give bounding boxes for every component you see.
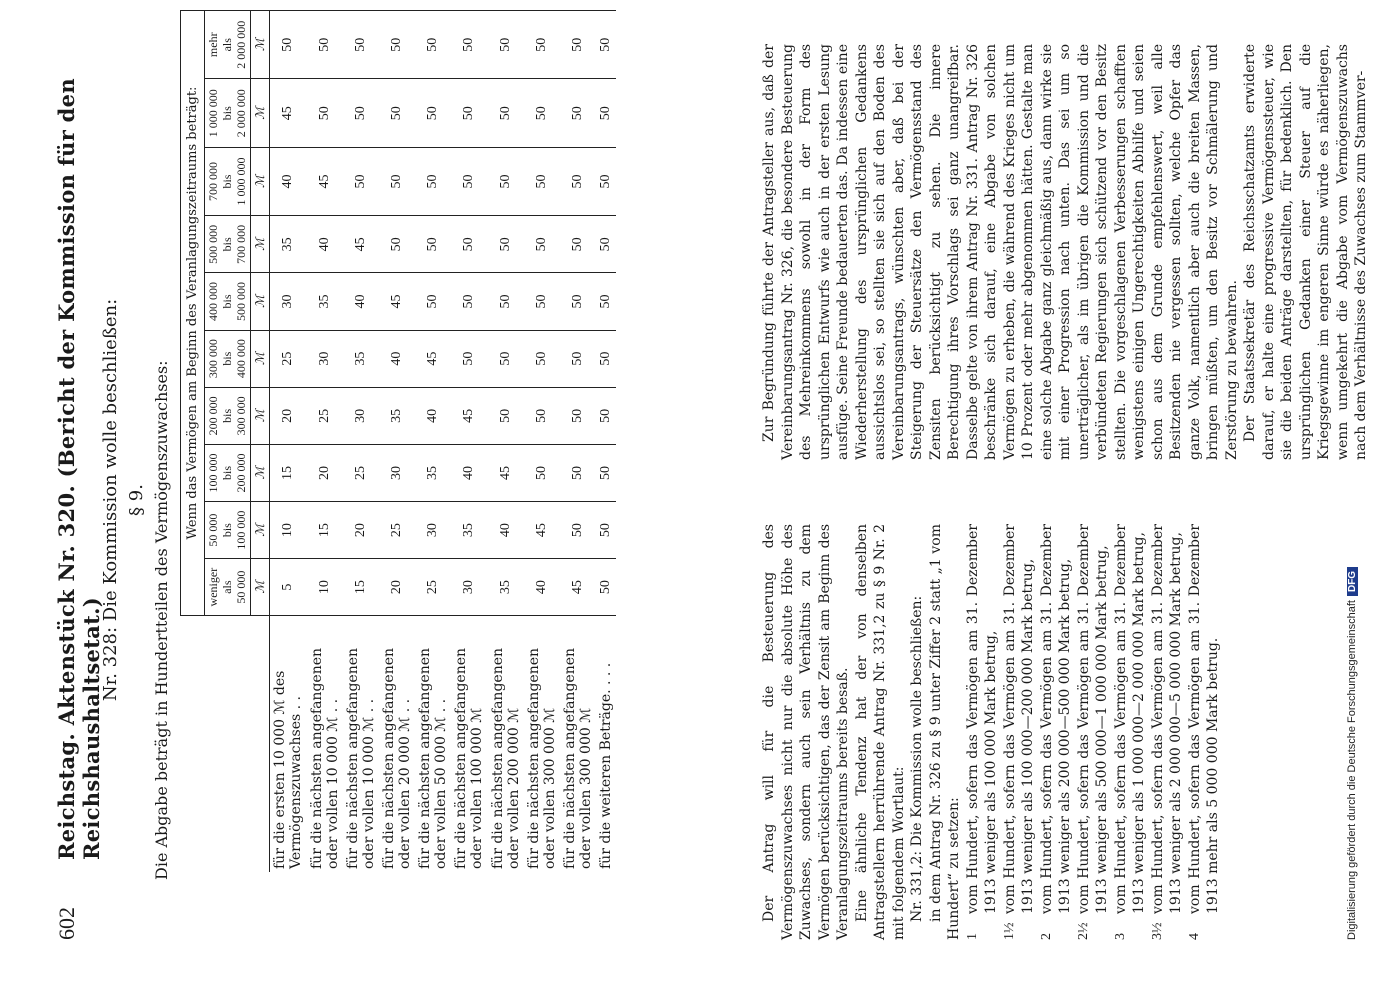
item-text: vom Hundert, sofern das Vermögen am 31. Dezember 1913 weniger als 100 000—200 000 Mark betrug,: [1001, 524, 1036, 914]
rate-cell: 20: [343, 502, 379, 559]
rate-cell: 35: [270, 216, 307, 273]
rate-cell: 50: [560, 387, 596, 444]
table-row: [524, 11, 560, 873]
rate-cell: 50: [596, 387, 616, 444]
dfg-logo: DFG: [1347, 567, 1358, 596]
rate-cell: 50: [343, 79, 379, 147]
column-header-line: 2 000 000: [233, 20, 248, 69]
item-text: vom Hundert, sofern das Vermögen am 31. Dezember 1913 weniger als 100 000 Mark betrug,: [964, 524, 999, 914]
right-paragraph-1: Zur Begründung führte der Antragsteller aus, daß der Vereinbarungsantrag Nr. 326, die besondere Besteuerung des Mehreinkommens sowohl in der Form des ursprünglichen Entwurfs wie auch in der ersten Lesung ausfüge. Seine Freunde bedauerten das. Da indessen eine Wiederherstellung des ursprünglichen Gedankens aussichtslos sei, so stellten sie sich auf den Boden des Vereinbarungsantrags, wünschten aber, daß bei der Steigerung der Steuersätze den Vermögensstand des Zensiten berücksichtigt zu sehen. Die innere Berechtigung ihres Vorschlags sei ganz unangreifbar. Dasselbe gelte von ihrem Antrag Nr. 331. Antrag Nr. 326 beschränke sich darauf, eine Abgabe von solchen Vermögen zu erheben, die während des Krieges nicht um 10 Prozent oder mehr abgenommen hätten. Gestalte man eine solche Abgabe ganz gleichmäßig aus, dann wirke sie mit einer Progression nach unten. Das sei um so unerträglicher, als im übrigen die Kommission und die verbündeten Regierungen sich schützend vor den Besitz stellten. Die vorgeschlagenen Verbesserungen schafften wenigstens einigen Ungerechtigkeiten Abhilfe und seien schon aus dem Grunde empfehlenswert, weil alle Besitzenden nie vergessen sollten, welche Opfer das ganze Volk, namentlich aber auch die breiten Massen, bringen müßten, um den Besitz vor Schmälerung und Zerstörung zu bewahren.: [761, 44, 1240, 460]
rate-cell: 50: [415, 79, 451, 147]
rate-cell: 50: [379, 147, 415, 215]
rate-cell: 10: [307, 559, 343, 616]
column-header-line: 1 000 000: [206, 89, 220, 138]
rate-cell: 20: [379, 559, 415, 616]
rate-cell: 50: [488, 79, 524, 147]
rate-cell: 45: [488, 444, 524, 501]
list-item: [1038, 524, 1075, 940]
rate-cell: 50: [524, 147, 560, 215]
unit-cell: ℳ: [251, 330, 270, 387]
rate-cell: 40: [379, 330, 415, 387]
row-label: für die ersten 10 000 ℳ des Vermögenszuwachses . .: [270, 616, 307, 873]
column-header-9: [205, 11, 251, 80]
rate-cell: 50: [524, 216, 560, 273]
row-label: für die nächsten angefangenen oder vollen 20 000 ℳ . .: [379, 616, 415, 873]
rate-cell: 50: [560, 11, 596, 80]
column-header-line: 50 000: [206, 513, 220, 547]
table-body: [270, 11, 616, 873]
column-header-line: 1 000 000: [233, 157, 248, 206]
rate-cell: 40: [307, 216, 343, 273]
rate-cell: 50: [524, 79, 560, 147]
rate-cell: 45: [379, 273, 415, 330]
resolution-heading: Nr. 328: Die Kommission wolle beschließen:: [100, 298, 121, 702]
column-header-line: 200 000: [233, 453, 248, 493]
rate-cell: 10: [270, 502, 307, 559]
rate-cell: 50: [596, 273, 616, 330]
column-header-0: [205, 559, 251, 616]
column-header-line: 700 000: [233, 224, 248, 264]
rate-cell: 50: [596, 502, 616, 559]
rate-cell: 50: [524, 273, 560, 330]
rate-cell: 50: [451, 147, 487, 215]
rate-cell: 50: [415, 273, 451, 330]
table-corner: [181, 616, 270, 873]
item-text: vom Hundert, sofern das Vermögen am 31. Dezember 1913 weniger als 1 000 000—2 000 000 Mark betrug,: [1112, 524, 1147, 914]
rate-cell: 50: [560, 147, 596, 215]
rate-cell: 50: [415, 216, 451, 273]
right-text-column: [760, 44, 1371, 460]
item-number: 4: [1186, 933, 1202, 940]
table-row: [560, 11, 596, 873]
rate-cell: 50: [451, 79, 487, 147]
column-header-line: 100 000: [206, 453, 220, 493]
rate-cell: 35: [451, 502, 487, 559]
column-header-line: 400 000: [233, 339, 248, 379]
right-paragraph-2: Der Staatssekretär des Reichsschatzamts erwiderte darauf, er halte eine progressive Vermögenssteuer, wie sie die beiden Anträge darstellten, für bedenklich. Den ursprünglichen Gedanken einer Steuer auf die Kriegsgewinne im engeren Sinne würde es näherliegen, wenn umgekehrt die Abgabe vom Vermögenszuwachs nach dem Verhältnisse des Zuwachses zum Stammver-: [1242, 44, 1369, 460]
row-label: für die nächsten angefangenen oder vollen 300 000 ℳ: [560, 616, 596, 873]
rate-cell: 50: [451, 330, 487, 387]
rate-cell: 15: [343, 559, 379, 616]
item-number: 1½: [1001, 922, 1017, 940]
column-header-line: bis: [219, 351, 234, 366]
rate-cell: 35: [307, 273, 343, 330]
rate-cell: 50: [488, 11, 524, 80]
rate-cell: 50: [307, 11, 343, 80]
column-header-line: 300 000: [206, 339, 220, 379]
table-row: [451, 11, 487, 873]
column-header-4: [205, 330, 251, 387]
rate-cell: 30: [451, 559, 487, 616]
column-header-2: [205, 444, 251, 501]
rate-cell: 40: [451, 444, 487, 501]
left-paragraph-3: Nr. 331,2: Die Kommission wolle beschließen:: [909, 595, 925, 922]
table-row: [596, 11, 616, 873]
rate-cell: 35: [343, 330, 379, 387]
rate-cell: 5: [270, 559, 307, 616]
item-text: vom Hundert, sofern das Vermögen am 31. Dezember 1913 mehr als 5 000 000 Mark betrug.: [1186, 524, 1221, 914]
page-title: Reichstag. Aktenstück Nr. 320. (Bericht der Kommission für den Reichshaushaltsetat.): [54, 78, 104, 860]
rate-cell: 50: [451, 216, 487, 273]
unit-cell: ℳ: [251, 273, 270, 330]
column-header-3: [205, 387, 251, 444]
item-number: 1: [964, 933, 980, 940]
tax-rate-table: [180, 10, 616, 872]
rate-cell: 50: [307, 79, 343, 147]
left-paragraph-4: in dem Antrag Nr. 326 zu § 9 unter Ziffer 2 statt „1 vom Hundert“ zu setzen:: [927, 524, 962, 940]
rate-cell: 50: [524, 11, 560, 80]
unit-cell: ℳ: [251, 216, 270, 273]
credit-text: Digitalisierung gefördert durch die Deutsche Forschungsgemeinschaft: [1346, 600, 1358, 940]
row-label: für die nächsten angefangenen oder vollen 200 000 ℳ: [488, 616, 524, 873]
column-header-line: bis: [219, 174, 234, 189]
item-number: 2½: [1075, 922, 1091, 940]
list-item: [1149, 524, 1186, 940]
rate-cell: 45: [451, 387, 487, 444]
rate-cell: 50: [270, 11, 307, 80]
dfg-credit: [1346, 40, 1358, 940]
item-text: vom Hundert, sofern das Vermögen am 31. Dezember 1913 weniger als 200 000—500 000 Mark betrug,: [1038, 524, 1073, 914]
column-header-5: [205, 273, 251, 330]
unit-cell: ℳ: [251, 147, 270, 215]
rate-cell: 50: [596, 11, 616, 80]
rate-cell: 30: [379, 444, 415, 501]
column-header-8: [205, 79, 251, 147]
rate-cell: 15: [270, 444, 307, 501]
unit-cell: ℳ: [251, 79, 270, 147]
table-lead-text: Die Abgabe beträgt in Hundertteilen des Vermögenszuwachses:: [152, 360, 171, 880]
rate-cell: 25: [343, 444, 379, 501]
rate-cell: 45: [415, 330, 451, 387]
column-header-7: [205, 147, 251, 215]
rate-cell: 50: [379, 11, 415, 80]
rate-cell: 20: [270, 387, 307, 444]
rate-cell: 50: [560, 216, 596, 273]
rate-cell: 50: [524, 330, 560, 387]
rate-cell: 50: [488, 216, 524, 273]
rate-cell: 40: [343, 273, 379, 330]
list-item: [1075, 524, 1112, 940]
rate-cell: 50: [560, 444, 596, 501]
rate-cell: 45: [307, 147, 343, 215]
rate-cell: 50: [488, 273, 524, 330]
column-header-line: 500 000: [206, 224, 220, 264]
rate-cell: 15: [307, 502, 343, 559]
rate-cell: 50: [488, 330, 524, 387]
rate-cell: 40: [415, 387, 451, 444]
table-row: [379, 11, 415, 873]
left-paragraph-1: Der Antrag will für die Besteuerung des Vermögenszuwachses nicht nur die absolute Höhe des Zuwachses, sondern auch sein Verhältnis zu dem Vermögen berücksichtigen, das der Zensit am Beginn des Veranlagungszeitraums bereits besaß.: [761, 524, 851, 940]
rate-cell: 20: [307, 444, 343, 501]
list-item: [1186, 524, 1223, 940]
rate-cell: 50: [488, 147, 524, 215]
rate-cell: 50: [379, 216, 415, 273]
column-header-line: 400 000: [206, 281, 220, 321]
rate-cell: 45: [343, 216, 379, 273]
column-header-line: bis: [219, 106, 234, 121]
rate-cell: 50: [488, 387, 524, 444]
column-header-line: bis: [219, 294, 234, 309]
column-header-line: bis: [219, 408, 234, 423]
rate-cell: 45: [524, 502, 560, 559]
rate-cell: 50: [596, 79, 616, 147]
rate-cell: 45: [560, 559, 596, 616]
rate-cell: 50: [451, 11, 487, 80]
column-header-line: weniger: [206, 567, 220, 607]
item-number: 2: [1038, 933, 1054, 940]
column-header-line: 300 000: [233, 396, 248, 436]
row-label: für die nächsten angefangenen oder vollen 300 000 ℳ: [524, 616, 560, 873]
left-paragraph-2: Eine ähnliche Tendenz hat der von denselben Antragstellern herrührende Antrag Nr. 331,2 zu § 9 Nr. 2 mit folgendem Wortlaut:: [853, 524, 907, 940]
rate-cell: 30: [343, 387, 379, 444]
page-number: 602: [54, 907, 79, 940]
table-row: [307, 11, 343, 873]
rate-cell: 50: [596, 559, 616, 616]
rate-cell: 30: [415, 502, 451, 559]
column-header-line: als: [219, 580, 234, 594]
column-header-line: 50 000: [233, 570, 248, 604]
column-header-line: 100 000: [233, 510, 248, 550]
column-header-1: [205, 502, 251, 559]
column-header-line: 200 000: [206, 396, 220, 436]
rate-cell: 30: [307, 330, 343, 387]
page-header: [48, 40, 104, 940]
row-label: für die weiteren Beträge. . . .: [596, 616, 616, 873]
column-header-6: [205, 216, 251, 273]
column-header-line: bis: [219, 237, 234, 252]
column-header-line: bis: [219, 523, 234, 538]
table-row: [488, 11, 524, 873]
rate-cell: 40: [488, 502, 524, 559]
unit-cell: ℳ: [251, 387, 270, 444]
rate-cell: 40: [270, 147, 307, 215]
rate-cell: 50: [415, 147, 451, 215]
rate-cell: 50: [560, 273, 596, 330]
rate-cell: 50: [415, 11, 451, 80]
list-item: [964, 524, 1001, 940]
rate-cell: 25: [379, 502, 415, 559]
rate-cell: 50: [560, 330, 596, 387]
column-header-line: bis: [219, 465, 234, 480]
table-row: [343, 11, 379, 873]
table-row: [270, 11, 307, 873]
rate-cell: 40: [524, 559, 560, 616]
table-row: [415, 11, 451, 873]
table-group-header: Wenn das Vermögen am Beginn des Veranlagungszeitraums beträgt:: [181, 11, 205, 616]
item-text: vom Hundert, sofern das Vermögen am 31. Dezember 1913 weniger als 500 000—1 000 000 Mark betrug,: [1075, 524, 1110, 914]
rate-cell: 25: [415, 559, 451, 616]
row-label: für die nächsten angefangenen oder vollen 50 000 ℳ . .: [415, 616, 451, 873]
rate-cell: 45: [270, 79, 307, 147]
rate-cell: 50: [379, 79, 415, 147]
rate-cell: 50: [524, 387, 560, 444]
rate-cell: 50: [596, 330, 616, 387]
rate-cell: 50: [560, 79, 596, 147]
rate-cell: 35: [415, 444, 451, 501]
unit-cell: ℳ: [251, 11, 270, 80]
rate-cell: 35: [488, 559, 524, 616]
rate-cell: 50: [596, 216, 616, 273]
column-header-line: 500 000: [233, 281, 248, 321]
rate-cell: 25: [307, 387, 343, 444]
rate-cell: 30: [270, 273, 307, 330]
item-number: 3: [1112, 933, 1128, 940]
rate-cell: 50: [343, 11, 379, 80]
item-text: vom Hundert, sofern das Vermögen am 31. Dezember 1913 weniger als 2 000 000—5 000 000 Mark betrug,: [1149, 524, 1184, 914]
row-label: für die nächsten angefangenen oder vollen 100 000 ℳ: [451, 616, 487, 873]
list-item: [1001, 524, 1038, 940]
rate-cell: 50: [343, 147, 379, 215]
item-number: 3½: [1149, 922, 1165, 940]
left-text-column: [760, 524, 1223, 940]
column-header-line: 700 000: [206, 162, 220, 202]
unit-cell: ℳ: [251, 502, 270, 559]
column-header-line: mehr: [206, 32, 220, 58]
rate-cell: 50: [596, 444, 616, 501]
row-label: für die nächsten angefangenen oder vollen 10 000 ℳ . .: [307, 616, 343, 873]
rate-item-list: [964, 524, 1223, 940]
rate-cell: 35: [379, 387, 415, 444]
rate-cell: 50: [596, 147, 616, 215]
section-heading: § 9.: [126, 484, 147, 516]
column-header-line: 2 000 000: [233, 89, 248, 138]
unit-cell: ℳ: [251, 444, 270, 501]
rate-cell: 50: [560, 502, 596, 559]
rate-cell: 25: [270, 330, 307, 387]
column-header-line: als: [219, 38, 234, 52]
unit-cell: ℳ: [251, 559, 270, 616]
list-item: [1112, 524, 1149, 940]
row-label: für die nächsten angefangenen oder vollen 10 000 ℳ . .: [343, 616, 379, 873]
rate-cell: 50: [451, 273, 487, 330]
rate-cell: 50: [524, 444, 560, 501]
